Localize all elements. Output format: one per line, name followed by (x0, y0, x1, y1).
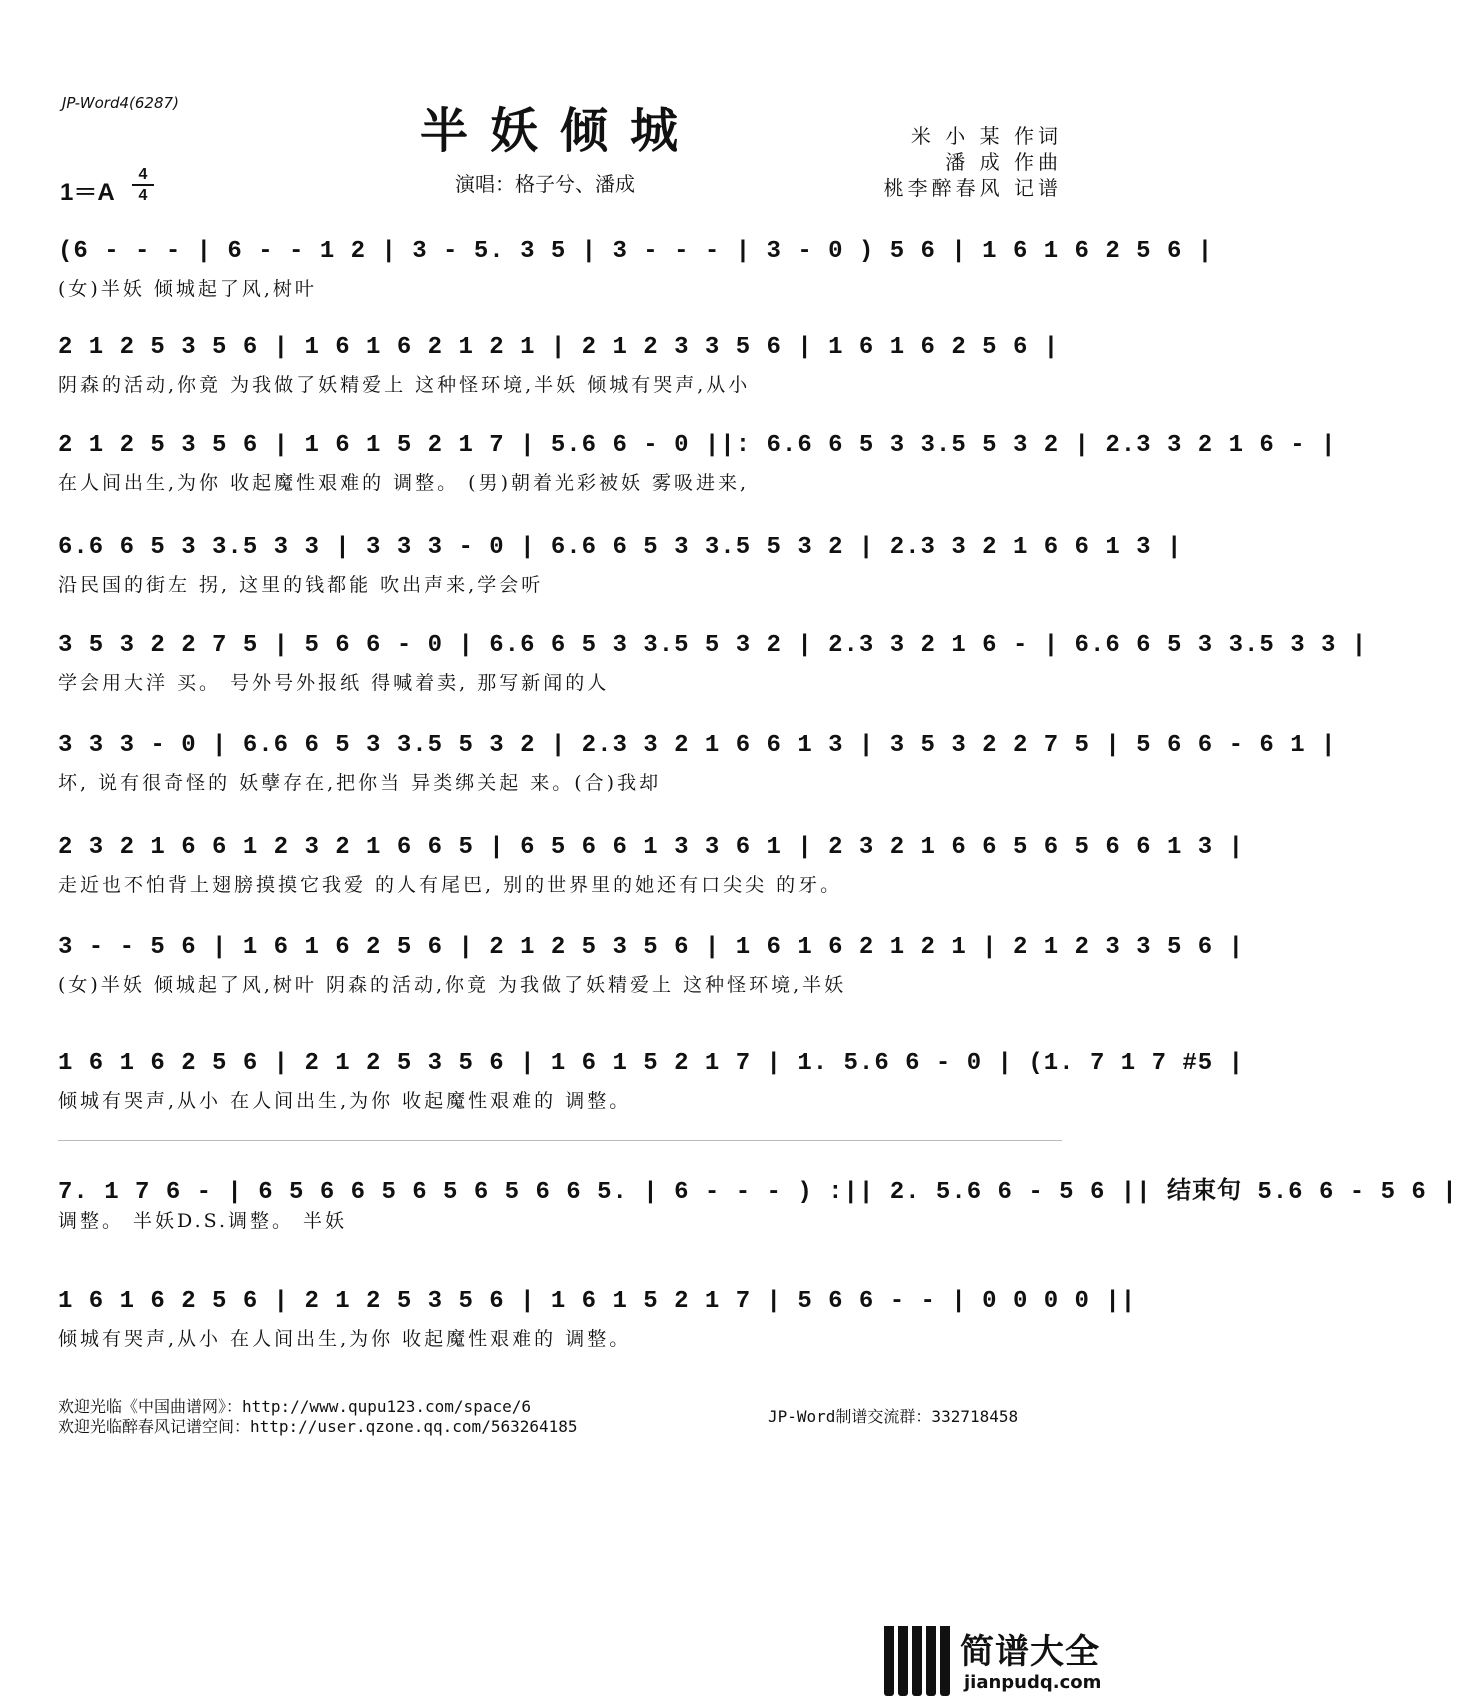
logo-url: jianpudq.com (964, 1672, 1102, 1693)
singer-credit: 演唱：格子兮、潘成 (455, 172, 635, 196)
notation-line-6: 3 3 3 - 0 | 6.6 6 5 3 3.5 5 3 2 | 2.3 3 2 1 6 6 1 3 | 3 5 3 2 2 7 5 | 5 6 6 - 6 1 | (58, 732, 1337, 759)
time-bar (132, 184, 154, 186)
lyric-line-6: 坏, 说有很奇怪的 妖孽存在,把你当 异类绑关起 来。(合)我却 (58, 772, 662, 794)
lyric-line-1: (女)半妖 倾城起了风,树叶 (58, 278, 317, 300)
site-logo (884, 1624, 1114, 1700)
lyric-line-3: 在人间出生,为你 收起魔性艰难的 调整。 (男)朝着光彩被妖 雾吸进来, (58, 472, 750, 494)
notation-line-10: 7. 1 7 6 - | 6 5 6 6 5 6 5 6 5 6 6 5. | 6 - - - ) :|| 2. 5.6 6 - 5 6 || 结束句 5.6 6 - 5 6 | (58, 1179, 1458, 1206)
time-signature (132, 166, 154, 204)
lyric-line-7: 走近也不怕背上翅膀摸摸它我爱 的人有尾巴, 别的世界里的她还有口尖尖 的牙。 (58, 874, 843, 896)
song-title: 半妖倾城 (419, 103, 700, 159)
logo-name: 简谱大全 (960, 1632, 1100, 1672)
footer-space-link: 欢迎光临醉春风记谱空间：http://user.qzone.qq.com/563264185 (58, 1417, 578, 1436)
volta-rule (58, 1140, 1062, 1141)
composer-credit: 潘 成 作曲 (945, 150, 1062, 174)
notation-line-5: 3 5 3 2 2 7 5 | 5 6 6 - 0 | 6.6 6 5 3 3.5 5 3 2 | 2.3 3 2 1 6 - | 6.6 6 5 3 3.5 3 3 | (58, 632, 1368, 659)
notation-line-9: 1 6 1 6 2 5 6 | 2 1 2 5 3 5 6 | 1 6 1 5 2 1 7 | 1. 5.6 6 - 0 | (1. 7 1 7 #5 | (58, 1050, 1244, 1077)
footer-group: JP-Word制谱交流群：332718458 (768, 1407, 1019, 1426)
time-top: 4 (138, 166, 148, 183)
notation-line-3: 2 1 2 5 3 5 6 | 1 6 1 5 2 1 7 | 5.6 6 - 0 ||: 6.6 6 5 3 3.5 5 3 2 | 2.3 3 2 1 6 - | (58, 432, 1337, 459)
lyric-line-2: 阴森的活动,你竟 为我做了妖精爱上 这种怪环境,半妖 倾城有哭声,从小 (58, 374, 751, 396)
notation-line-2: 2 1 2 5 3 5 6 | 1 6 1 6 2 1 2 1 | 2 1 2 3 3 5 6 | 1 6 1 6 2 5 6 | (58, 334, 1060, 361)
key-signature: 1＝A (60, 179, 115, 206)
watermark: JP-Word4(6287) (62, 94, 179, 112)
footer-site-link: 欢迎光临《中国曲谱网》：http://www.qupu123.com/space/6 (58, 1397, 531, 1416)
lyric-line-4: 沿民国的街左 拐, 这里的钱都能 吹出声来,学会听 (58, 574, 544, 596)
piano-keys-icon (884, 1626, 952, 1696)
notation-line-7: 2 3 2 1 6 6 1 2 3 2 1 6 6 5 | 6 5 6 6 1 3 3 6 1 | 2 3 2 1 6 6 5 6 5 6 6 1 3 | (58, 834, 1244, 861)
notation-line-11: 1 6 1 6 2 5 6 | 2 1 2 5 3 5 6 | 1 6 1 5 2 1 7 | 5 6 6 - - | 0 0 0 0 || (58, 1288, 1137, 1315)
lyric-line-9: 倾城有哭声,从小 在人间出生,为你 收起魔性艰难的 调整。 (58, 1090, 632, 1112)
notation-line-1: (6 - - - | 6 - - 1 2 | 3 - 5. 3 5 | 3 - - - | 3 - 0 ) 5 6 | 1 6 1 6 2 5 6 | (58, 238, 1214, 265)
notation-line-4: 6.6 6 5 3 3.5 3 3 | 3 3 3 - 0 | 6.6 6 5 3 3.5 5 3 2 | 2.3 3 2 1 6 6 1 3 | (58, 534, 1183, 561)
lyricist-credit: 米 小 某 作词 (910, 124, 1062, 148)
lyric-line-5: 学会用大洋 买。 号外号外报纸 得喊着卖, 那写新闻的人 (58, 672, 610, 694)
notation-line-8: 3 - - 5 6 | 1 6 1 6 2 5 6 | 2 1 2 5 3 5 6 | 1 6 1 6 2 1 2 1 | 2 1 2 3 3 5 6 | (58, 934, 1244, 961)
lyric-line-8: (女)半妖 倾城起了风,树叶 阴森的活动,你竟 为我做了妖精爱上 这种怪环境,半妖 (58, 974, 847, 996)
lyric-line-11: 倾城有哭声,从小 在人间出生,为你 收起魔性艰难的 调整。 (58, 1328, 632, 1350)
transcriber-credit: 桃李醉春风 记谱 (883, 176, 1062, 200)
lyric-line-10: 调整。 半妖D.S.调整。 半妖 (58, 1210, 348, 1232)
time-bottom: 4 (138, 187, 148, 204)
